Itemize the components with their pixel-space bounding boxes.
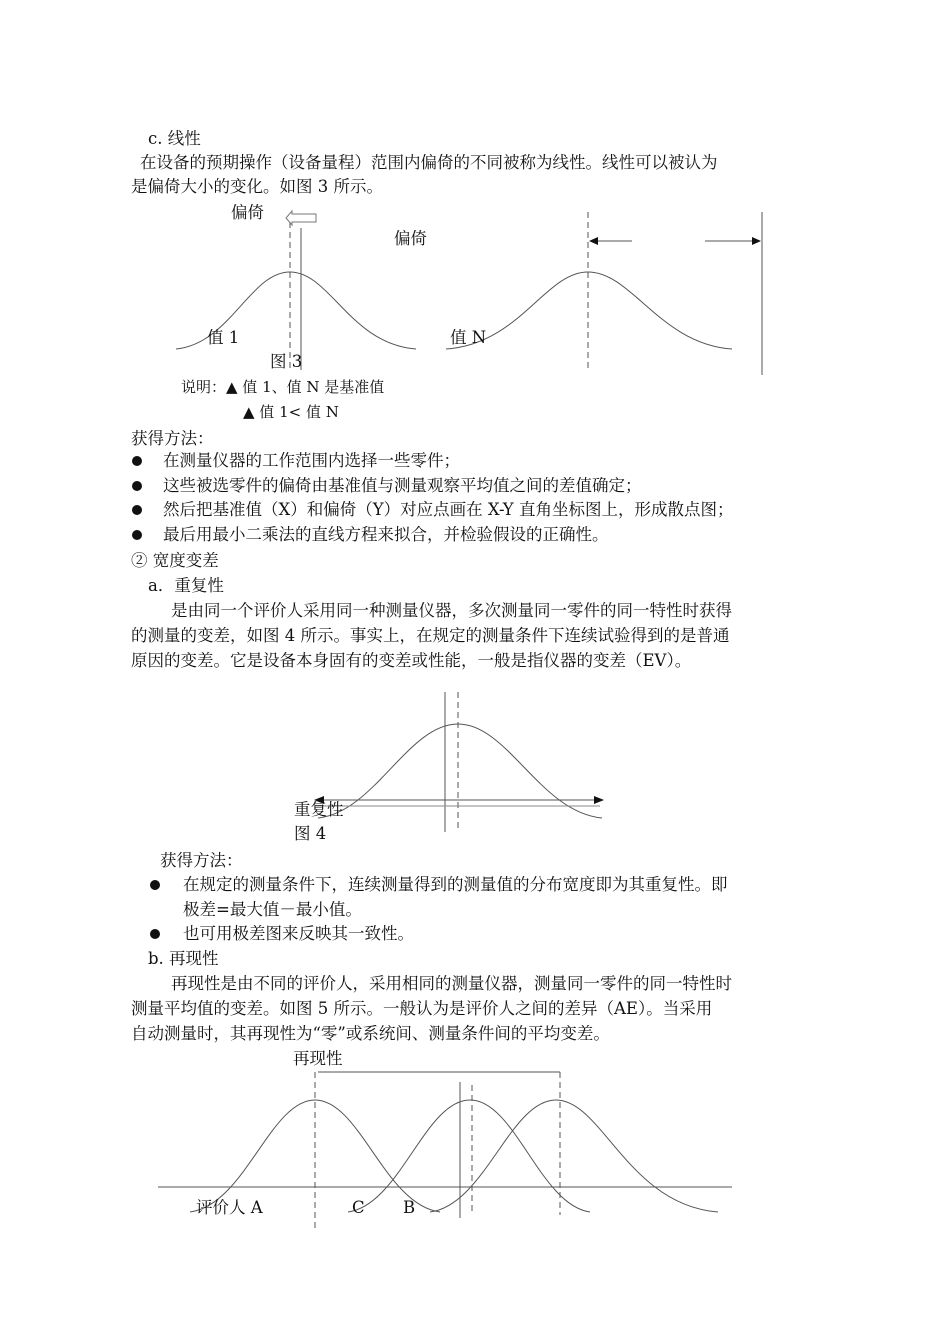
bullet-icon (150, 929, 160, 939)
bullet-icon (132, 530, 142, 540)
bullet-icon (132, 481, 142, 491)
figure3-note-2: ▲ 值 1< 值 N (243, 403, 339, 421)
bullet-icon (132, 456, 142, 466)
figure3-bias-label-left: 偏倚 (231, 203, 264, 222)
figure3-hollow-arrow (286, 211, 316, 225)
section-c-para-1: 在设备的预期操作（设备量程）范围内偏倚的不同被称为线性。线性可以被认为 (140, 153, 718, 172)
figure5-reproducibility-label: 再现性 (293, 1049, 343, 1068)
method1-item-3: 然后把基准值（X）和偏倚（Y）对应点画在 X-Y 直角坐标图上，形成散点图； (163, 500, 734, 519)
section-c-title: c. 线性 (148, 129, 201, 148)
figure3-arrowhead-left (589, 237, 598, 245)
section-c-para-2: 是偏倚大小的变化。如图 3 所示。 (131, 177, 383, 196)
figure3-value1-label: 值 1 (207, 328, 240, 347)
bullet-icon (132, 505, 142, 515)
figure4-diagram (314, 692, 604, 832)
figure5-curve-b (430, 1100, 718, 1212)
section-a-para-1: 是由同一个评价人采用同一种测量仪器，多次测量同一零件的同一特性时获得 (171, 601, 732, 620)
section-a-para-3: 原因的变差。它是设备本身固有的变差或性能，一般是指仪器的变差（EV）。 (131, 651, 692, 670)
section-b-para-2: 测量平均值的变差。如图 5 所示。一般认为是评价人之间的差异（AE）。当采用 (131, 999, 713, 1018)
bullet-icon (150, 880, 160, 890)
figure3-bias-label-right: 偏倚 (394, 229, 427, 248)
method1-heading: 获得方法： (131, 429, 214, 448)
section-a-para-2: 的测量的变差，如图 4 所示。事实上，在规定的测量条件下连续试验得到的是普通 (131, 626, 730, 645)
section-b-para-3: 自动测量时，其再现性为“零”或系统间、测量条件间的平均变差。 (131, 1024, 610, 1043)
method2-item-2: 也可用极差图来反映其一致性。 (183, 924, 414, 943)
section2-title: ② 宽度变差 (131, 551, 219, 570)
figure5-appraiser-a-label: 评价人 A (196, 1198, 263, 1217)
figure5-curve-c (348, 1100, 590, 1212)
figure3-caption: 图 3 (270, 352, 303, 371)
figure3-note-1: 说明：▲ 值 1、值 N 是基准值 (181, 378, 385, 396)
figure3-diagram (176, 211, 762, 375)
figure3-curve-2 (446, 272, 732, 349)
section-b-title: b. 再现性 (148, 949, 219, 968)
method2-item-1a: 在规定的测量条件下，连续测量得到的测量值的分布宽度即为其重复性。即 (183, 875, 728, 894)
figure3-arrowhead-right (752, 237, 761, 245)
figure4-arrowhead-right (594, 796, 604, 804)
method1-item-4: 最后用最小二乘法的直线方程来拟合，并检验假设的正确性。 (163, 525, 609, 544)
figure5-c-label: C (352, 1198, 365, 1217)
figure5-b-label: B (403, 1198, 416, 1217)
figure4-repeat-label: 重复性 (294, 800, 344, 819)
method1-item-2: 这些被选零件的偏倚由基准值与测量观察平均值之间的差值确定； (163, 476, 642, 495)
method2-item-1b: 极差=最大值－最小值。 (183, 900, 362, 919)
section-a-title: a．重复性 (148, 576, 224, 595)
method1-item-1: 在测量仪器的工作范围内选择一些零件； (163, 451, 460, 470)
figure3-valueN-label: 值 N (450, 328, 487, 347)
method2-heading: 获得方法： (160, 851, 243, 870)
figure4-curve (318, 724, 602, 818)
figure4-caption: 图 4 (294, 824, 327, 843)
section-b-para-1: 再现性是由不同的评价人，采用相同的测量仪器，测量同一零件的同一特性时 (171, 974, 732, 993)
